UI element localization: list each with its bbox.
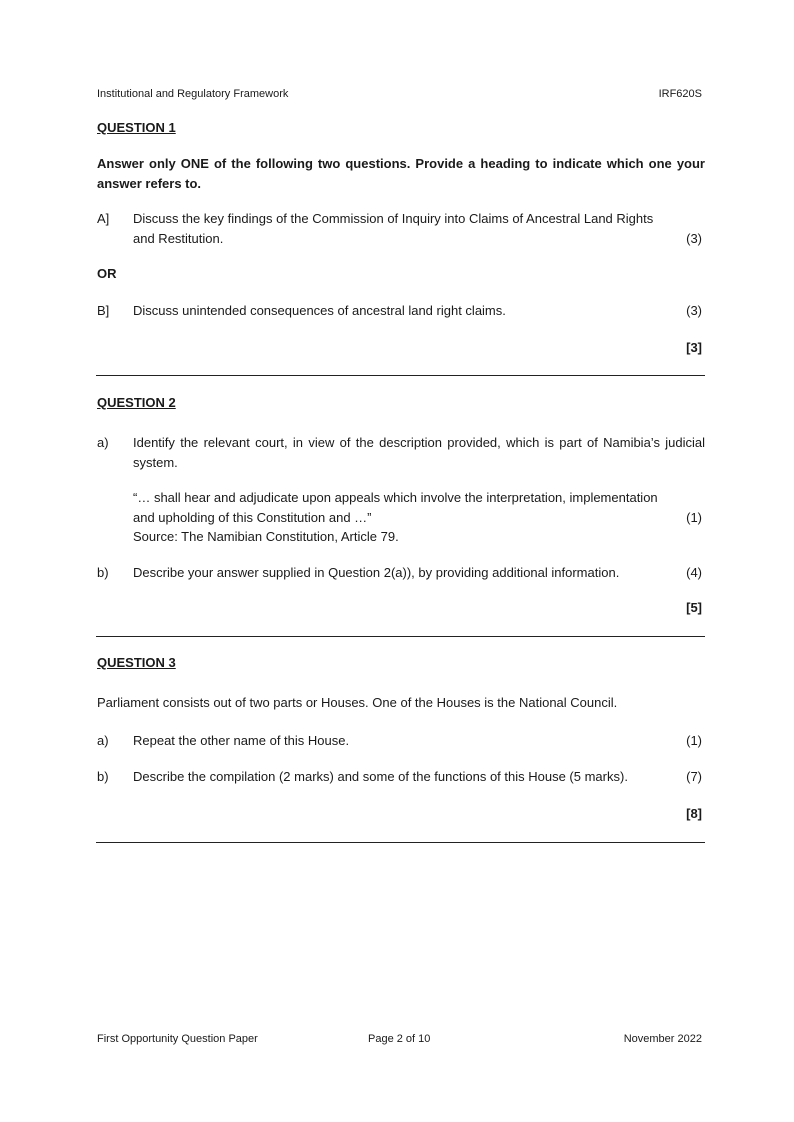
question-1-heading: QUESTION 1 [97, 120, 176, 135]
footer-date: November 2022 [623, 1033, 702, 1045]
q3-b-label: b) [97, 769, 109, 784]
course-title: Institutional and Regulatory Framework [97, 88, 289, 100]
q2-source: Source: The Namibian Constitution, Article 79. [133, 529, 399, 544]
q2-b-label: b) [97, 565, 109, 580]
divider [96, 842, 705, 843]
q3-total: [8] [686, 806, 702, 821]
q2-quote-line2: and upholding of this Constitution and …” [133, 510, 372, 525]
q2-a-text: Identify the relevant court, in view of the description provided, which is part of Namibia’s judicial system. [133, 435, 705, 470]
q1-b-label: B] [97, 303, 110, 318]
q2-b-marks: (4) [686, 565, 702, 580]
q2-b-text: Describe your answer supplied in Question 2(a)), by providing additional information. [133, 565, 620, 580]
course-code: IRF620S [658, 88, 702, 100]
q1-total: [3] [686, 340, 702, 355]
q1-or: OR [97, 266, 117, 281]
q3-b-text: Describe the compilation (2 marks) and some of the functions of this House (5 marks). [133, 769, 628, 784]
question-3-heading: QUESTION 3 [97, 655, 176, 670]
footer-paper-type: First Opportunity Question Paper [97, 1033, 258, 1045]
q3-b-marks: (7) [686, 769, 702, 784]
q2-quote-marks: (1) [686, 510, 702, 525]
q1-a-text-line1: Discuss the key findings of the Commission of Inquiry into Claims of Ancestral Land Rights [133, 211, 654, 226]
q1-a-marks: (3) [686, 231, 702, 246]
q2-a-label: a) [97, 435, 109, 450]
q2-quote-line1: “… shall hear and adjudicate upon appeals which involve the interpretation, implementation [133, 490, 658, 505]
q2-total: [5] [686, 600, 702, 615]
question-2-heading: QUESTION 2 [97, 395, 176, 410]
q3-a-label: a) [97, 733, 109, 748]
q1-b-marks: (3) [686, 303, 702, 318]
q1-a-label: A] [97, 211, 110, 226]
q3-a-text: Repeat the other name of this House. [133, 733, 350, 748]
q3-a-marks: (1) [686, 733, 702, 748]
question-1-instruction: Answer only ONE of the following two questions. Provide a heading to indicate which one your answer refers to. [97, 156, 705, 191]
footer-page-number: Page 2 of 10 [368, 1033, 431, 1045]
divider [96, 636, 705, 637]
divider [96, 375, 705, 376]
q1-a-text-line2: and Restitution. [133, 231, 224, 246]
q1-b-text: Discuss unintended consequences of ancestral land right claims. [133, 303, 506, 318]
q3-intro: Parliament consists out of two parts or Houses. One of the Houses is the National Council. [97, 695, 618, 710]
